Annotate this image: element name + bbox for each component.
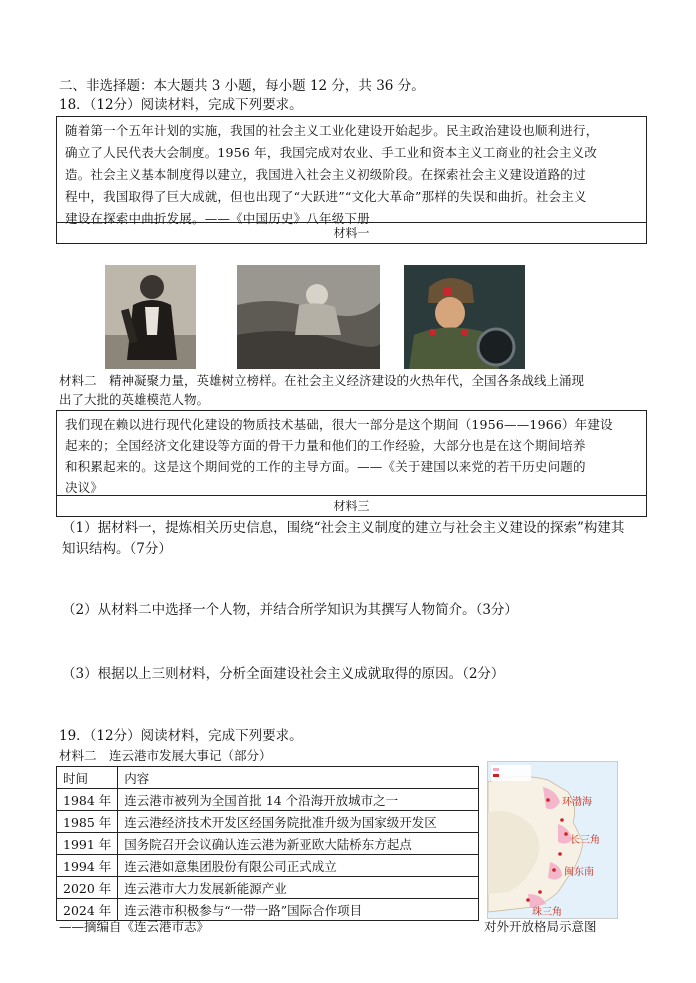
material-1-line: 建设在探索中曲折发展。——《中国历史》八年级下册	[65, 211, 370, 226]
table-row	[57, 811, 479, 833]
table-cell-year: 1985 年	[57, 811, 118, 833]
question-19-title: 19．（12分）阅读材料，完成下列要求。	[59, 728, 303, 744]
table-cell-content: 国务院召开会议确认连云港为新亚欧大陆桥东方起点	[118, 833, 479, 855]
material-1-line: 程中，我国取得了巨大成就，但也出现了“大跃进”“文化大革命”那样的失误和曲折。社会主义	[65, 189, 587, 204]
table-row	[57, 877, 479, 899]
material-2-line: 材料二 精神凝聚力量，英雄树立榜样。在社会主义经济建设的火热年代，全国各条战线上涌现	[59, 373, 585, 388]
table-cell-year: 2024 年	[57, 899, 118, 921]
material-3-line: 起来的；全国经济文化建设等方面的骨干力量和他们的工作经验，大部分也是在这个期间培养	[65, 438, 586, 453]
sub-question-1	[62, 518, 624, 560]
material-2-title: 材料二 连云港市发展大事记（部分）	[59, 748, 272, 763]
material-1-text	[57, 117, 646, 230]
table-cell-content: 连云港市积极参与“一带一路”国际合作项目	[118, 899, 479, 921]
hero-photo-2	[237, 265, 380, 369]
table-row	[57, 789, 479, 811]
material-3-line: 我们现在赖以进行现代化建设的物质技术基础，很大一部分是这个期间（1956——1966）年建设	[65, 417, 613, 432]
events-table	[56, 766, 479, 921]
map-label: 环渤海	[562, 797, 592, 808]
open-economy-map	[487, 761, 618, 919]
material-1-line: 随着第一个五年计划的实施，我国的社会主义工业化建设开始起步。民主政治建设也顺利进行，	[65, 123, 599, 138]
material-1-box	[56, 116, 647, 244]
table-cell-content: 连云港市被列为全国首批 14 个沿海开放城市之一	[118, 789, 479, 811]
table-cell-year: 1994 年	[57, 855, 118, 877]
material-1-line: 确立了人民代表大会制度。1956 年，我国完成对农业、手工业和资本主义工商业的社会主义改	[65, 145, 598, 160]
material-3-caption: 材料三	[57, 495, 646, 516]
table-header-time: 时间	[57, 767, 118, 789]
hero-photo-1	[105, 265, 196, 369]
map-label: 珠三角	[532, 907, 562, 918]
sub-question-1-line: 知识结构。（7分）	[62, 541, 172, 557]
sub-question-1-line: （1）据材料一，提炼相关历史信息，围绕“社会主义制度的建立与社会主义建设的探索”构建其	[62, 520, 625, 536]
material-2-line: 出了大批的英雄模范人物。	[59, 392, 210, 407]
map-label: 闽东南	[564, 867, 594, 878]
table-cell-content: 连云港市大力发展新能源产业	[118, 877, 479, 899]
map-caption: 对外开放格局示意图	[484, 919, 597, 934]
table-cell-content: 连云港经济技术开发区经国务院批准升级为国家级开发区	[118, 811, 479, 833]
question-18-title: 18．（12分）阅读材料，完成下列要求。	[59, 97, 303, 113]
table-cell-content: 连云港如意集团股份有限公司正式成立	[118, 855, 479, 877]
material-2-text	[59, 371, 584, 409]
table-cell-year: 1991 年	[57, 833, 118, 855]
table-header-content: 内容	[118, 767, 479, 789]
material-3-box	[56, 410, 647, 517]
material-3-line: 和积累起来的。这是这个期间党的工作的主导方面。——《关于建国以来党的若干历史问题的	[65, 459, 586, 474]
material-3-line: 决议》	[65, 480, 104, 495]
table-cell-year: 1984 年	[57, 789, 118, 811]
table-cell-year: 2020 年	[57, 877, 118, 899]
hero-photo-3	[404, 265, 525, 369]
material-1-caption: 材料一	[57, 222, 646, 243]
table-row	[57, 833, 479, 855]
table-header-row	[57, 767, 479, 789]
map-label: 长三角	[570, 835, 600, 846]
material-3-text	[57, 411, 646, 498]
table-row	[57, 855, 479, 877]
sub-question-3: （3）根据以上三则材料，分析全面建设社会主义成就取得的原因。（2分）	[62, 666, 505, 682]
material-1-line: 造。社会主义基本制度得以建立，我国进入社会主义初级阶段。在探索社会主义建设道路的过	[65, 167, 586, 182]
section-heading: 二、非选择题：本大题共 3 小题，每小题 12 分，共 36 分。	[59, 78, 425, 94]
table-source: ——摘编自《连云港市志》	[59, 919, 210, 934]
sub-question-2: （2）从材料二中选择一个人物，并结合所学知识为其撰写人物简介。（3分）	[62, 602, 518, 618]
